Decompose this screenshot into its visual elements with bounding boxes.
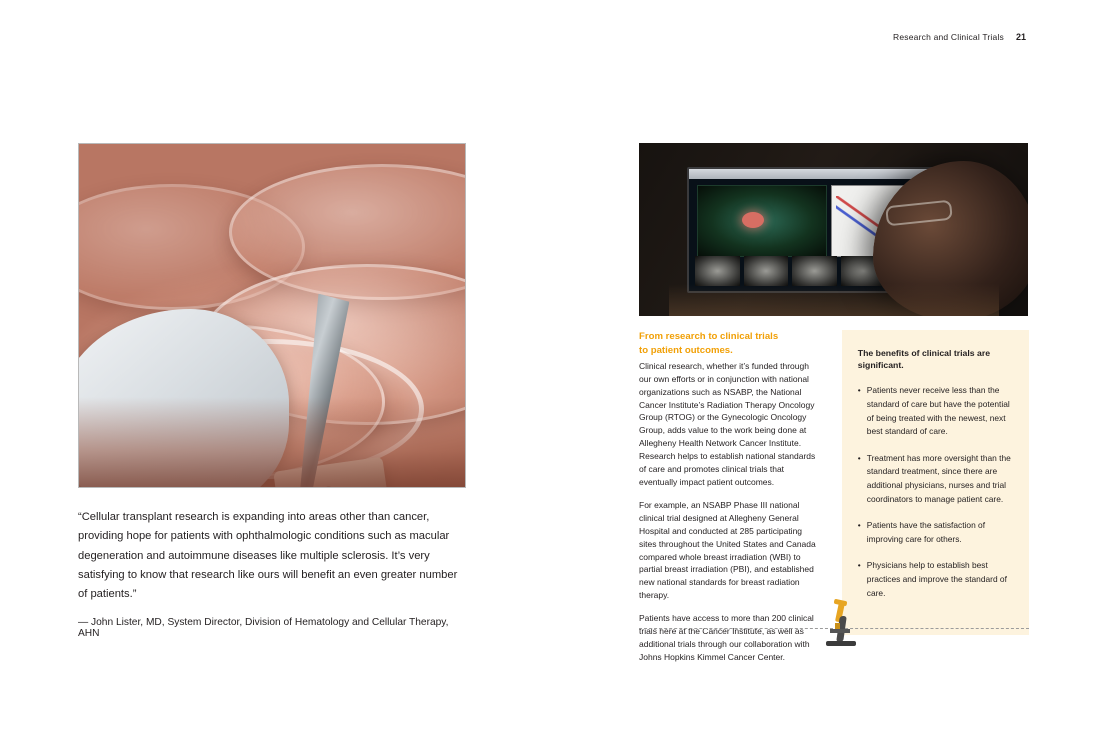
- bullet-icon: •: [857, 452, 861, 463]
- ct-slice-thumb: [744, 256, 789, 286]
- microscope-icon: [824, 602, 858, 646]
- radiation-planning-photo-image: [639, 143, 1028, 316]
- page-header: [893, 32, 1026, 42]
- benefits-list-item-text: Patients never receive less than the standard of care but have the potential of being treated with the newest, next best standard of care.: [866, 385, 1010, 437]
- header-section-title: Research and Clinical Trials: [893, 32, 1004, 42]
- pull-quote-text: “Cellular transplant research is expanding into areas other than cancer, providing hope for patients with ophthalmologic conditions such as macular degeneration and autoimmune diseases like multiple sclerosis. It’s very satisfying to know that research like ours will benefit an even greater number of patients.”: [78, 511, 458, 601]
- dose-map-view: [697, 185, 827, 257]
- article-paragraph: For example, an NSABP Phase III national clinical trial designed at Allegheny General Hospital and conducted at 285 participating sites throughout the United States and Canada compared whole breast irradiation (WBI) to partial breast irradiation (PBI), and established new national standards for breast radiation therapy.: [639, 499, 816, 601]
- bullet-icon: •: [857, 520, 861, 531]
- petri-dish-photo: [78, 143, 466, 488]
- benefits-list-item: [858, 519, 1013, 546]
- radiation-planning-photo: [639, 143, 1028, 316]
- petri-dish-photo-image: [79, 144, 465, 487]
- benefits-list-item-text: Physicians help to establish best practices and improve the standard of care.: [866, 560, 1007, 598]
- article-kicker-line-2: to patient outcomes.: [639, 344, 733, 356]
- left-column: [78, 143, 468, 639]
- right-column: [639, 143, 1029, 674]
- benefits-list-item-text: Treatment has more oversight than the standard treatment, since there are additional physicians, nurses and trial coordinators to manage patient care.: [866, 452, 1011, 504]
- desk-highlight: [669, 284, 999, 316]
- bullet-icon: •: [857, 385, 861, 396]
- benefits-sidebar: [842, 330, 1029, 635]
- article-paragraph: Patients have access to more than 200 clinical trials here at the Cancer Institute, as well as additional trials through our collaboration with Johns Hopkins Kimmel Cancer Center.: [639, 613, 814, 662]
- benefits-title: The benefits of clinical trials are significant.: [857, 348, 991, 371]
- article-kicker: [639, 330, 818, 358]
- article-paragraph: Clinical research, whether it’s funded through our own efforts or in conjunction with national organizations such as NSABP, the National Cancer Institute’s Radiation Therapy Oncology Group (RTOG) or the Gynecologic Oncology Group, adds value to the work being done at Allegheny Health Network Cancer Institute. Research helps to establish national standards of care and promotes clinical trials that eventually impact patient outcomes.: [639, 360, 816, 487]
- ct-slice-thumb: [695, 256, 740, 286]
- pull-quote-attribution: — John Lister, MD, System Director, Division of Hematology and Cellular Therapy, AHN: [78, 617, 449, 640]
- benefits-list-item: [858, 559, 1013, 600]
- bullet-icon: •: [857, 560, 861, 571]
- microscope-stage: [830, 629, 850, 633]
- article-kicker-line-1: From research to clinical trials: [639, 331, 779, 342]
- photo-bottom-shadow: [79, 397, 465, 487]
- article-column: [639, 330, 828, 674]
- benefits-list-item: [858, 452, 1013, 506]
- pull-quote-block: [78, 508, 460, 639]
- page-number: 21: [1015, 32, 1026, 42]
- microscope-base: [826, 641, 856, 646]
- benefits-list-item: [858, 384, 1013, 438]
- ct-slice-thumb: [792, 256, 837, 286]
- benefits-list-item-text: Patients have the satisfaction of improving care for others.: [866, 520, 986, 544]
